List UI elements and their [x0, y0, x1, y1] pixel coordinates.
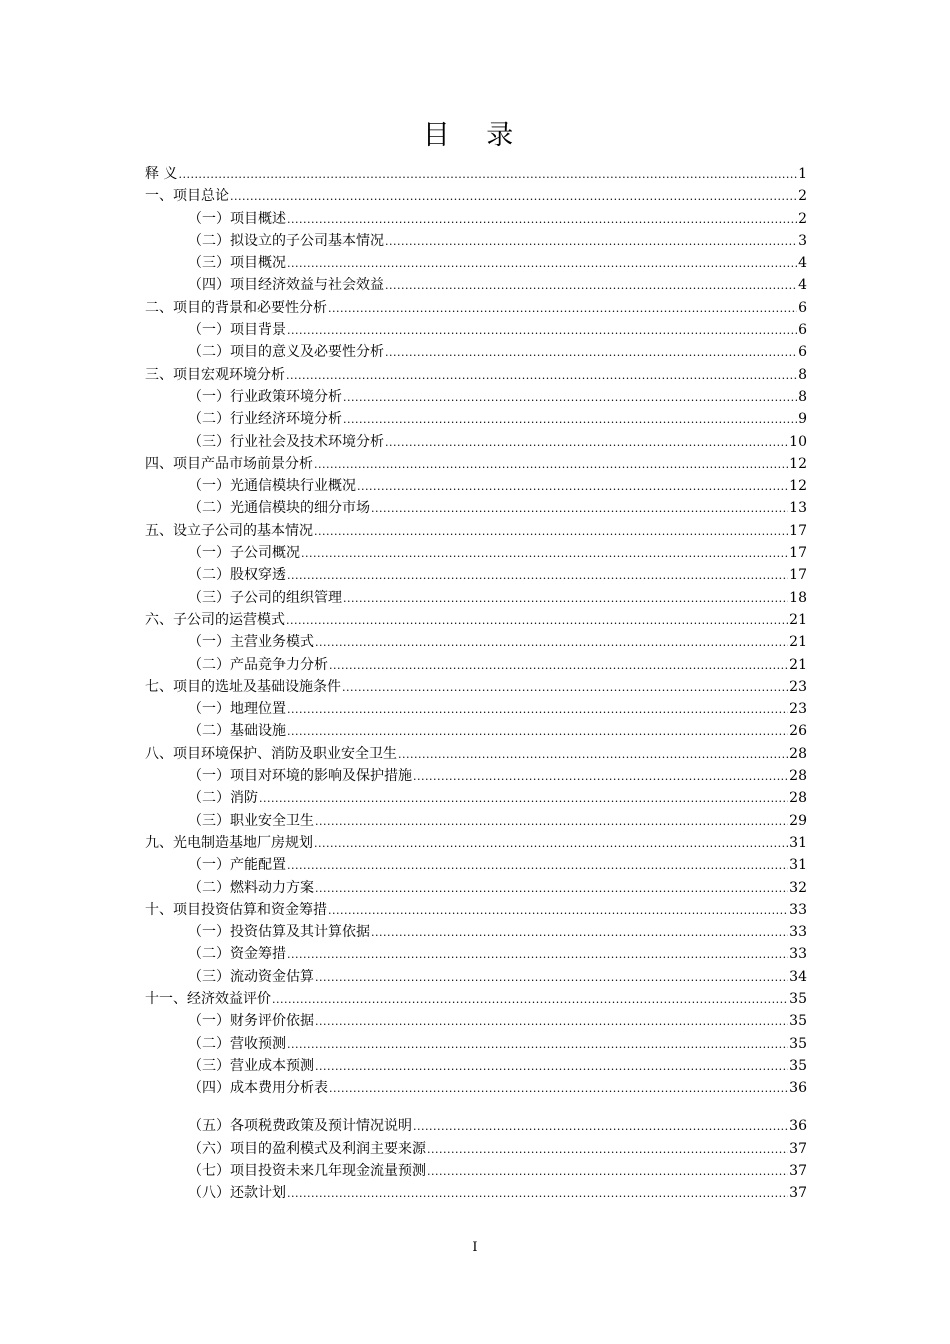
toc-entry-page: 9 [798, 411, 807, 428]
toc-entry[interactable] [145, 1010, 807, 1032]
toc-entry[interactable] [145, 854, 807, 876]
toc-dot-leader [371, 922, 788, 944]
toc-entry[interactable] [145, 676, 807, 698]
toc-dot-leader [230, 186, 797, 208]
toc-entry-title: （一）财务评价依据 [188, 1013, 314, 1030]
toc-entry-title: （一）产能配置 [188, 857, 286, 874]
toc-dot-leader [315, 878, 788, 900]
toc-entry-title: （二）基础设施 [188, 723, 286, 740]
toc-entry-title: （三）子公司的组织管理 [188, 589, 342, 606]
toc-entry-page: 36 [789, 1080, 807, 1097]
toc-entry-page: 35 [789, 1035, 807, 1052]
toc-dot-leader [315, 1011, 788, 1033]
toc-entry[interactable] [145, 832, 807, 854]
toc-entry-page: 6 [798, 344, 807, 361]
toc-entry-title: （三）营业成本预测 [188, 1057, 314, 1074]
toc-entry[interactable] [145, 966, 807, 988]
toc-entry-title: 五、设立子公司的基本情况 [145, 522, 313, 539]
toc-entry-page: 8 [798, 366, 807, 383]
toc-entry[interactable] [145, 787, 807, 809]
toc-entry[interactable] [145, 453, 807, 475]
toc-entry-title: （二）燃料动力方案 [188, 879, 314, 896]
toc-dot-leader [314, 833, 788, 855]
toc-dot-leader [287, 1183, 788, 1205]
toc-entry[interactable] [145, 185, 807, 207]
toc-entry-page: 17 [789, 567, 807, 584]
toc-entry-title: （一）投资估算及其计算依据 [188, 924, 370, 941]
toc-entry[interactable] [145, 542, 807, 564]
toc-dot-leader [301, 543, 788, 565]
toc-entry-page: 37 [789, 1185, 807, 1202]
toc-entry[interactable] [145, 743, 807, 765]
toc-entry-page: 35 [789, 990, 807, 1007]
toc-entry[interactable] [145, 1182, 807, 1204]
toc-entry-page: 1 [798, 166, 807, 182]
toc-entry-page: 31 [789, 857, 807, 874]
toc-dot-leader [287, 1034, 788, 1056]
toc-entry[interactable] [145, 208, 807, 230]
toc-entry[interactable] [145, 520, 807, 542]
toc-dot-leader [315, 967, 788, 989]
toc-entry-title: （三）流动资金估算 [188, 968, 314, 985]
toc-entry[interactable] [145, 631, 807, 653]
toc-entry-title: 十一、经济效益评价 [145, 990, 271, 1007]
toc-entry-title: （一）行业政策环境分析 [188, 388, 342, 405]
toc-dot-leader [272, 989, 788, 1011]
toc-entry-page: 37 [789, 1140, 807, 1157]
toc-entry-title: （八）还款计划 [188, 1185, 286, 1202]
toc-entry-title: 四、项目产品市场前景分析 [145, 455, 313, 472]
toc-dot-leader [287, 253, 797, 275]
page-number: I [472, 1240, 478, 1255]
toc-entry[interactable] [145, 654, 807, 676]
toc-entry[interactable] [145, 252, 807, 274]
toc-dot-leader [286, 365, 797, 387]
toc-entry[interactable] [145, 810, 807, 832]
toc-dot-leader [329, 1078, 788, 1100]
toc-entry-page: 23 [789, 678, 807, 695]
toc-dot-leader [343, 387, 797, 409]
toc-entry-page: 21 [789, 634, 807, 651]
toc-dot-leader [314, 521, 788, 543]
toc-entry-title: （一）项目概述 [188, 210, 286, 227]
toc-entry-page: 17 [789, 545, 807, 562]
toc-entry-title: （二）项目的意义及必要性分析 [188, 344, 384, 361]
toc-entry[interactable] [145, 899, 807, 921]
table-of-contents [145, 163, 807, 1205]
toc-entry-page: 8 [798, 388, 807, 405]
toc-entry-page: 2 [798, 210, 807, 227]
toc-entry-page: 35 [789, 1013, 807, 1030]
toc-entry-page: 32 [789, 879, 807, 896]
toc-dot-leader [343, 588, 788, 610]
toc-entry[interactable] [145, 386, 807, 408]
toc-dot-leader [287, 565, 788, 587]
toc-entry[interactable] [145, 1115, 807, 1137]
toc-entry[interactable] [145, 408, 807, 430]
toc-entry-page: 23 [789, 701, 807, 718]
toc-entry[interactable] [145, 1138, 807, 1160]
toc-entry-title: 释 义 [145, 166, 178, 182]
toc-dot-leader [287, 855, 788, 877]
toc-entry-page: 36 [789, 1118, 807, 1135]
toc-entry-title: （二）行业经济环境分析 [188, 411, 342, 428]
toc-entry-page: 21 [789, 611, 807, 628]
toc-entry[interactable] [145, 720, 807, 742]
toc-entry[interactable] [145, 698, 807, 720]
toc-entry-title: （一）地理位置 [188, 701, 286, 718]
toc-dot-leader [427, 1139, 788, 1161]
toc-entry[interactable] [145, 564, 807, 586]
toc-dot-leader [178, 164, 797, 186]
toc-entry[interactable] [145, 274, 807, 296]
toc-entry-title: （三）职业安全卫生 [188, 812, 314, 829]
toc-entry-page: 6 [798, 322, 807, 339]
toc-entry-title: （七）项目投资未来几年现金流量预测 [188, 1163, 426, 1180]
toc-dot-leader [287, 320, 797, 342]
page-title: 目 录 [422, 120, 528, 151]
toc-entry-page: 6 [798, 299, 807, 316]
toc-entry-page: 2 [798, 188, 807, 205]
toc-dot-leader [329, 655, 788, 677]
toc-entry[interactable] [145, 877, 807, 899]
toc-dot-leader [315, 811, 788, 833]
toc-entry-title: （一）子公司概况 [188, 545, 300, 562]
toc-entry-page: 37 [789, 1163, 807, 1180]
toc-entry[interactable] [145, 988, 807, 1010]
toc-entry[interactable] [145, 765, 807, 787]
toc-entry-page: 12 [789, 478, 807, 495]
toc-dot-leader [328, 298, 797, 320]
toc-entry-page: 31 [789, 834, 807, 851]
toc-entry-title: 八、项目环境保护、消防及职业安全卫生 [145, 745, 397, 762]
toc-entry[interactable] [145, 587, 807, 609]
toc-entry[interactable] [145, 475, 807, 497]
toc-entry[interactable] [145, 319, 807, 341]
toc-entry[interactable] [145, 921, 807, 943]
toc-entry-page: 34 [789, 968, 807, 985]
toc-entry-page: 17 [789, 522, 807, 539]
toc-entry-page: 21 [789, 656, 807, 673]
toc-dot-leader [287, 699, 788, 721]
toc-entry-page: 33 [789, 946, 807, 963]
toc-entry[interactable] [145, 1077, 807, 1099]
toc-entry[interactable] [145, 297, 807, 319]
toc-entry-page: 29 [789, 812, 807, 829]
toc-dot-leader [287, 944, 788, 966]
toc-entry-page: 18 [789, 589, 807, 606]
toc-entry-page: 12 [789, 455, 807, 472]
toc-entry[interactable] [145, 1055, 807, 1077]
toc-dot-leader [427, 1161, 788, 1183]
toc-entry[interactable] [145, 1160, 807, 1182]
toc-entry-title: （一）光通信模块行业概况 [188, 478, 356, 495]
toc-dot-leader [385, 275, 797, 297]
toc-entry[interactable] [145, 230, 807, 252]
toc-entry-title: （二）股权穿透 [188, 567, 286, 584]
toc-dot-leader [315, 632, 788, 654]
toc-dot-leader [385, 432, 788, 454]
toc-entry[interactable] [145, 609, 807, 631]
toc-entry-page: 28 [789, 768, 807, 785]
toc-dot-leader [343, 409, 797, 431]
toc-entry[interactable] [145, 431, 807, 453]
toc-dot-leader [413, 766, 788, 788]
toc-entry-title: （四）成本费用分析表 [188, 1080, 328, 1097]
toc-dot-leader [413, 1116, 788, 1138]
toc-entry-title: （三）行业社会及技术环境分析 [188, 433, 384, 450]
toc-entry-page: 13 [789, 500, 807, 517]
toc-entry-page: 28 [789, 745, 807, 762]
toc-entry-title: （二）拟设立的子公司基本情况 [188, 232, 384, 249]
toc-entry-title: 六、子公司的运营模式 [145, 611, 285, 628]
toc-dot-leader [315, 1056, 788, 1078]
toc-entry-title: （二）光通信模块的细分市场 [188, 500, 370, 517]
toc-entry-page: 35 [789, 1057, 807, 1074]
toc-entry-title: 十、项目投资估算和资金筹措 [145, 901, 327, 918]
toc-entry-page: 3 [798, 232, 807, 249]
toc-entry-title: 二、项目的背景和必要性分析 [145, 299, 327, 316]
toc-entry-page: 33 [789, 924, 807, 941]
toc-dot-leader [314, 454, 788, 476]
toc-entry-title: （五）各项税费政策及预计情况说明 [188, 1118, 412, 1135]
toc-entry-title: （一）项目背景 [188, 322, 286, 339]
toc-dot-leader [287, 721, 788, 743]
toc-entry-title: 一、项目总论 [145, 188, 229, 205]
toc-entry[interactable] [145, 497, 807, 519]
toc-dot-leader [385, 342, 797, 364]
toc-dot-leader [342, 677, 788, 699]
toc-dot-leader [371, 498, 788, 520]
toc-entry-title: （二）资金筹措 [188, 946, 286, 963]
toc-entry-title: （四）项目经济效益与社会效益 [188, 277, 384, 294]
toc-entry-title: 九、光电制造基地厂房规划 [145, 834, 313, 851]
toc-entry[interactable] [145, 364, 807, 386]
toc-dot-leader [287, 209, 797, 231]
toc-entry[interactable] [145, 1033, 807, 1055]
toc-dot-leader [328, 900, 788, 922]
toc-entry[interactable] [145, 163, 807, 185]
toc-entry-title: （三）项目概况 [188, 255, 286, 272]
toc-dot-leader [398, 744, 788, 766]
toc-entry-page: 4 [798, 277, 807, 294]
toc-entry-title: （二）产品竞争力分析 [188, 656, 328, 673]
toc-entry-title: （六）项目的盈利模式及利润主要来源 [188, 1140, 426, 1157]
toc-entry-title: （一）主营业务模式 [188, 634, 314, 651]
toc-dot-leader [357, 476, 788, 498]
toc-entry[interactable] [145, 341, 807, 363]
toc-entry-page: 10 [789, 433, 807, 450]
toc-dot-leader [286, 610, 788, 632]
toc-entry-page: 4 [798, 255, 807, 272]
toc-entry-page: 28 [789, 790, 807, 807]
toc-entry[interactable] [145, 943, 807, 965]
toc-dot-leader [259, 788, 788, 810]
toc-entry-title: 三、项目宏观环境分析 [145, 366, 285, 383]
toc-entry-page: 33 [789, 901, 807, 918]
toc-entry-title: （二）营收预测 [188, 1035, 286, 1052]
toc-entry-title: （二）消防 [188, 790, 258, 807]
toc-dot-leader [385, 231, 797, 253]
toc-entry-page: 26 [789, 723, 807, 740]
toc-entry-title: （一）项目对环境的影响及保护措施 [188, 768, 412, 785]
toc-entry-title: 七、项目的选址及基础设施条件 [145, 678, 341, 695]
